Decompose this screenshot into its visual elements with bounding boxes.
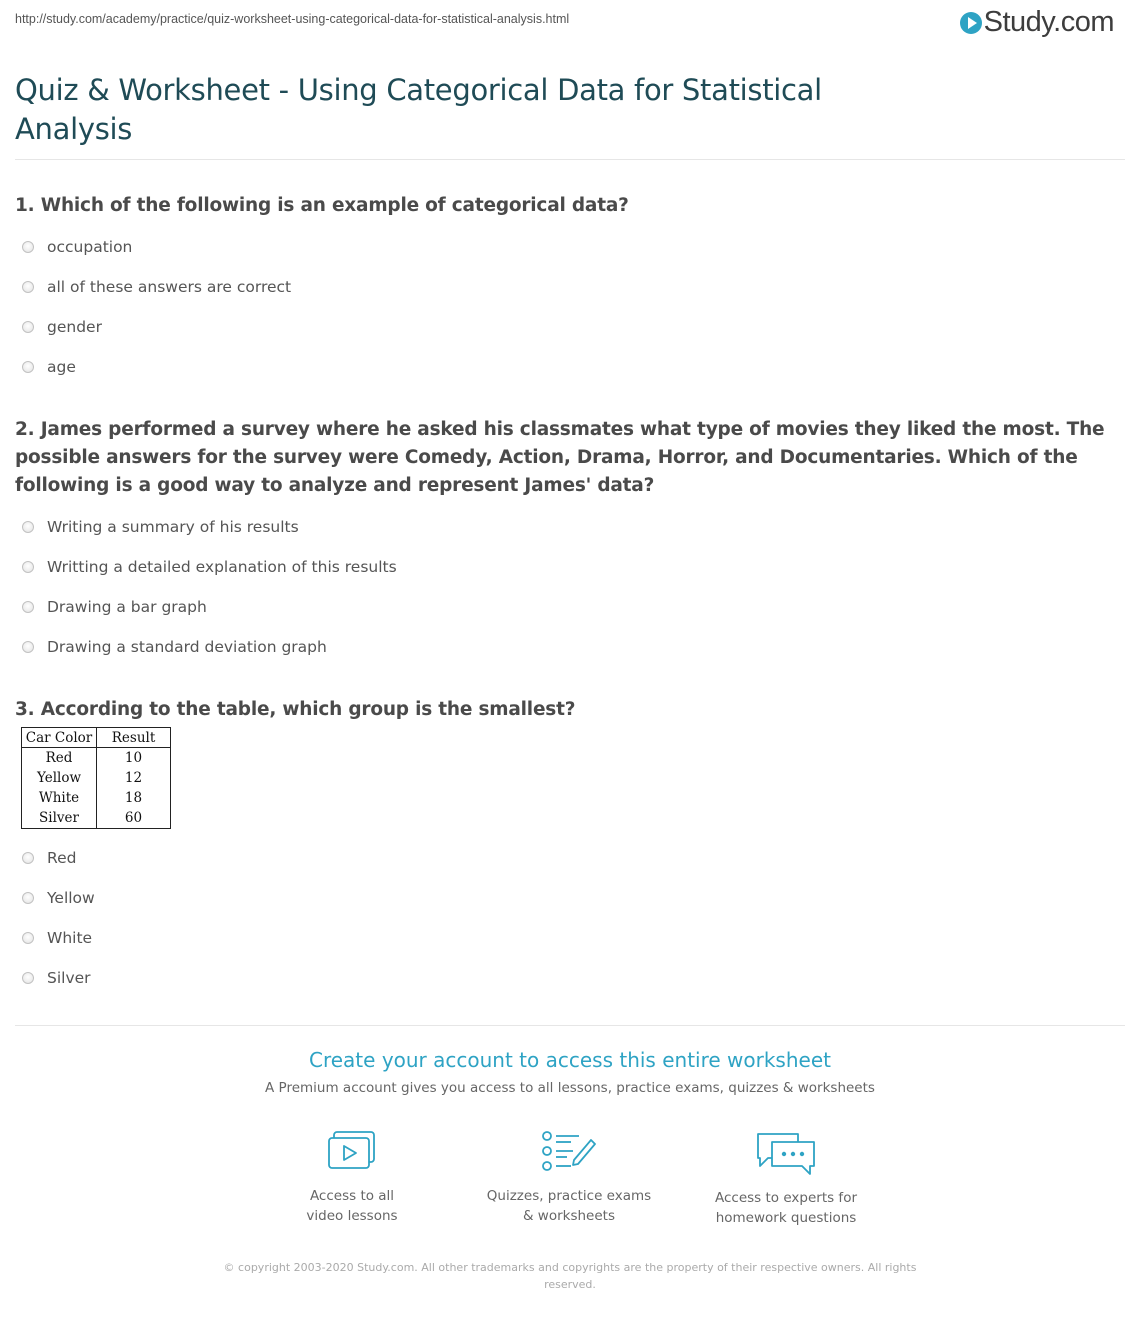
table-header-row bbox=[22, 728, 171, 748]
feature-line: homework questions bbox=[715, 1210, 857, 1226]
table-row bbox=[22, 768, 171, 788]
option-q2-c[interactable] bbox=[22, 596, 207, 618]
radio-button[interactable] bbox=[22, 281, 34, 293]
feature-quizzes bbox=[474, 1130, 664, 1226]
option-q1-d[interactable] bbox=[22, 356, 76, 378]
feature-line: Access to experts for bbox=[714, 1190, 857, 1206]
feature-line: Quizzes, practice exams bbox=[486, 1188, 652, 1204]
feature-label bbox=[257, 1186, 447, 1226]
radio-button[interactable] bbox=[22, 601, 34, 613]
question-1: 1. Which of the following is an example of categorical data? bbox=[15, 195, 629, 216]
table-header: Car Color bbox=[22, 728, 97, 748]
feature-label bbox=[474, 1186, 664, 1226]
table-cell: 60 bbox=[97, 808, 171, 829]
option-q1-b[interactable] bbox=[22, 276, 291, 298]
table-cell: Red bbox=[22, 748, 97, 769]
table-header: Result bbox=[97, 728, 171, 748]
table-row bbox=[22, 808, 171, 829]
radio-button[interactable] bbox=[22, 361, 34, 373]
radio-button[interactable] bbox=[22, 972, 34, 984]
feature-label bbox=[691, 1188, 881, 1228]
option-q3-a[interactable] bbox=[22, 847, 76, 869]
radio-button[interactable] bbox=[22, 521, 34, 533]
option-label: gender bbox=[47, 318, 102, 336]
radio-button[interactable] bbox=[22, 561, 34, 573]
table-row bbox=[22, 788, 171, 808]
radio-button[interactable] bbox=[22, 241, 34, 253]
radio-button[interactable] bbox=[22, 852, 34, 864]
table-cell: 10 bbox=[97, 748, 171, 769]
radio-button[interactable] bbox=[22, 321, 34, 333]
option-label: occupation bbox=[47, 238, 133, 256]
question-2: 2. James performed a survey where he asked his classmates what type of movies they liked the most. The possible answers for the survey were Comedy, Action, Drama, Horror, and Documentaries. Which of the following is a good way to analyze and represent James' data? bbox=[15, 419, 1105, 496]
radio-button[interactable] bbox=[22, 641, 34, 653]
table-row bbox=[22, 748, 171, 769]
study-logo[interactable] bbox=[960, 6, 1114, 39]
radio-button[interactable] bbox=[22, 932, 34, 944]
table-cell: White bbox=[22, 788, 97, 808]
divider bbox=[15, 159, 1125, 160]
video-lessons-icon bbox=[326, 1130, 378, 1174]
option-q3-c[interactable] bbox=[22, 927, 92, 949]
option-label: Red bbox=[47, 849, 77, 867]
option-label: Writing a summary of his results bbox=[47, 518, 299, 536]
table-cell: 12 bbox=[97, 768, 171, 788]
option-q2-a[interactable] bbox=[22, 516, 299, 538]
top-bar bbox=[0, 0, 1140, 50]
feature-experts bbox=[691, 1130, 881, 1228]
option-label: age bbox=[47, 358, 76, 376]
table-cell: 18 bbox=[97, 788, 171, 808]
option-label: Drawing a standard deviation graph bbox=[47, 638, 327, 656]
chat-bubbles-icon bbox=[754, 1130, 818, 1176]
feature-line: Access to all bbox=[309, 1188, 395, 1204]
table-cell: Silver bbox=[22, 808, 97, 829]
option-q3-b[interactable] bbox=[22, 887, 95, 909]
table-cell: Yellow bbox=[22, 768, 97, 788]
option-q1-c[interactable] bbox=[22, 316, 102, 338]
option-q1-a[interactable] bbox=[22, 236, 132, 258]
page-url: http://study.com/academy/practice/quiz-worksheet-using-categorical-data-for-statistical-analysis.html bbox=[15, 12, 570, 26]
feature-video-lessons bbox=[257, 1130, 447, 1226]
car-color-table bbox=[21, 727, 171, 829]
play-circle-icon bbox=[960, 12, 982, 34]
option-label: White bbox=[47, 929, 93, 947]
option-q3-d[interactable] bbox=[22, 967, 91, 989]
divider bbox=[15, 1025, 1125, 1026]
page-title: Quiz & Worksheet - Using Categorical Data for Statistical Analysis bbox=[15, 73, 822, 146]
question-3: 3. According to the table, which group is the smallest? bbox=[15, 699, 576, 720]
option-q2-d[interactable] bbox=[22, 636, 327, 658]
option-label: Silver bbox=[47, 969, 91, 987]
option-label: Writting a detailed explanation of this results bbox=[47, 558, 397, 576]
option-label: Drawing a bar graph bbox=[47, 598, 207, 616]
quiz-checklist-icon bbox=[541, 1130, 597, 1174]
radio-button[interactable] bbox=[22, 892, 34, 904]
copyright: © copyright 2003-2020 Study.com. All other trademarks and copyrights are the property of their respective owners. All rights reserved. bbox=[223, 1261, 917, 1291]
feature-line: video lessons bbox=[306, 1208, 398, 1224]
promo-subtitle: A Premium account gives you access to all lessons, practice exams, quizzes & worksheets bbox=[265, 1080, 875, 1096]
logo-text: Study.com bbox=[983, 6, 1114, 38]
feature-line: & worksheets bbox=[522, 1208, 615, 1224]
option-label: all of these answers are correct bbox=[47, 278, 292, 296]
option-label: Yellow bbox=[47, 889, 95, 907]
option-q2-b[interactable] bbox=[22, 556, 397, 578]
create-account-link[interactable]: Create your account to access this entire worksheet bbox=[309, 1048, 831, 1072]
